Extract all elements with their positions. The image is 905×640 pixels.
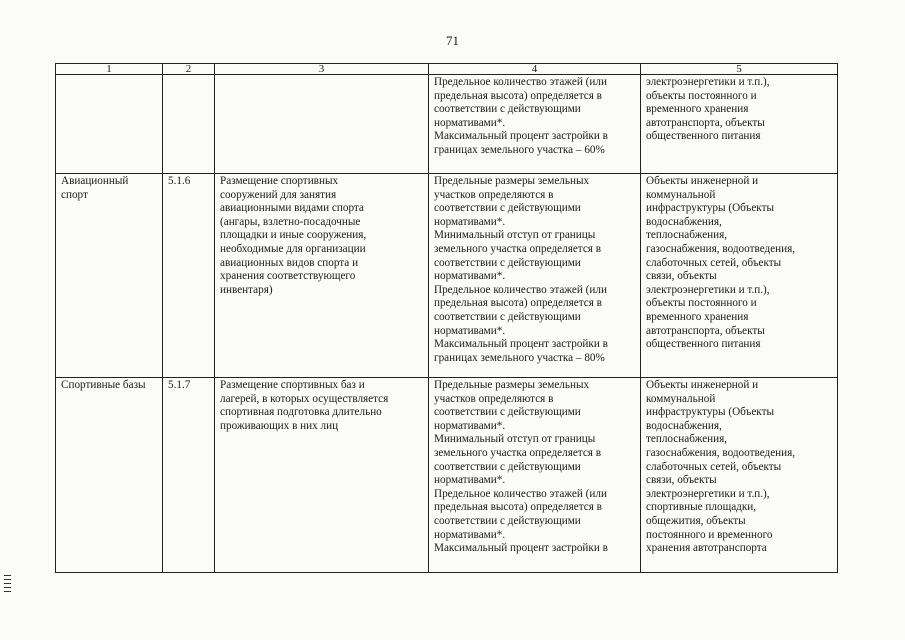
- header-col-3: 3: [215, 64, 429, 75]
- header-col-4: 4: [429, 64, 641, 75]
- use-code-cell: 5.1.6: [163, 174, 215, 378]
- scan-binding-marks: [4, 575, 11, 595]
- land-use-table: [55, 63, 838, 573]
- table-row: [56, 75, 838, 174]
- header-col-5: 5: [641, 64, 838, 75]
- header-row: [56, 64, 838, 75]
- use-name-cell: [56, 75, 163, 174]
- table-row: [56, 174, 838, 378]
- auxiliary-uses-cell: электроэнергетики и т.п.), объекты постоянного и временного хранения автотранспорта, объекты общественного питания: [641, 75, 838, 174]
- use-name-cell: Спортивные базы: [56, 378, 163, 573]
- header-col-1: 1: [56, 64, 163, 75]
- use-code-cell: [163, 75, 215, 174]
- use-code-cell: 5.1.7: [163, 378, 215, 573]
- auxiliary-uses-cell: Объекты инженерной и коммунальной инфраструктуры (Объекты водоснабжения, теплоснабжения, газоснабжения, водоотведения, слаботочных сетей, объекты связи, объекты электроэнергетики и т.п.), спортивные площадки, общежития, объекты постоянного и временного хранения автотранспорта: [641, 378, 838, 573]
- auxiliary-uses-cell: Объекты инженерной и коммунальной инфраструктуры (Объекты водоснабжения, теплоснабжения, газоснабжения, водоотведения, слаботочных сетей, объекты связи, объекты электроэнергетики и т.п.), объекты постоянного и временного хранения автотранспорта, объекты общественного питания: [641, 174, 838, 378]
- use-description-cell: Размещение спортивных сооружений для занятия авиационными видами спорта (ангары, взлетно-посадочные площадки и иные сооружения, необходимые для организации авиационных видов спорта и хранения соответствующего инвентаря): [215, 174, 429, 378]
- parameters-cell: Предельные размеры земельных участков определяются в соответствии с действующими нормативами*. Минимальный отступ от границы земельного участка определяется в соответствии с действующими нормативами*. Предельное количество этажей (или предельная высота) определяется в соответствии с действующими нормативами*. Максимальный процент застройки в границах земельного участка – 80%: [429, 174, 641, 378]
- use-name-cell: Авиационный спорт: [56, 174, 163, 378]
- parameters-cell: Предельное количество этажей (или предельная высота) определяется в соответствии с действующими нормативами*. Максимальный процент застройки в границах земельного участка – 60%: [429, 75, 641, 174]
- header-col-2: 2: [163, 64, 215, 75]
- page-number: 71: [446, 33, 459, 48]
- use-description-cell: [215, 75, 429, 174]
- parameters-cell: Предельные размеры земельных участков определяются в соответствии с действующими нормативами*. Минимальный отступ от границы земельного участка определяется в соответствии с действующими нормативами*. Предельное количество этажей (или предельная высота) определяется в соответствии с действующими нормативами*. Максимальный процент застройки в: [429, 378, 641, 573]
- table-row: [56, 378, 838, 573]
- use-description-cell: Размещение спортивных баз и лагерей, в которых осуществляется спортивная подготовка длительно проживающих в них лиц: [215, 378, 429, 573]
